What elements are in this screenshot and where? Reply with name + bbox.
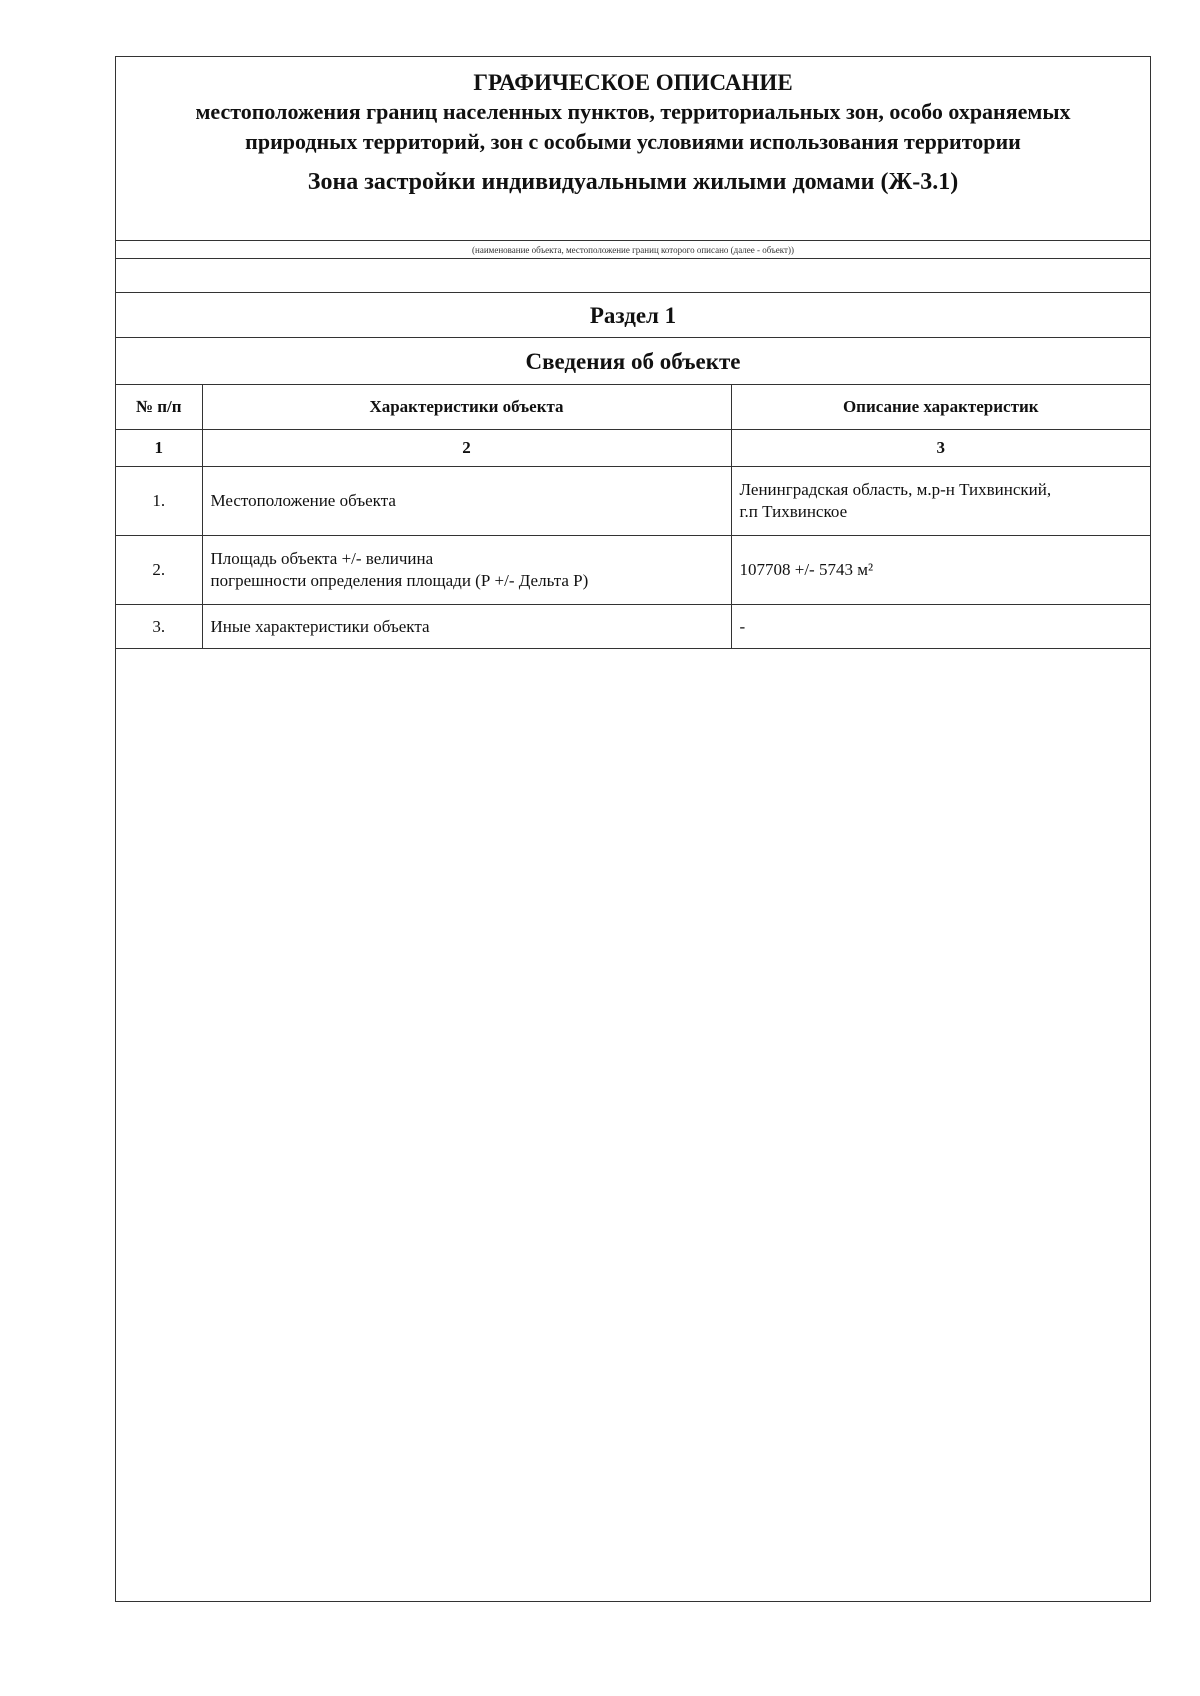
table-row bbox=[116, 605, 1150, 649]
section-title: Раздел 1 bbox=[116, 293, 1150, 338]
row-description: - bbox=[731, 605, 1150, 649]
column-number: 2 bbox=[202, 430, 731, 467]
row-number: 3. bbox=[116, 605, 202, 649]
row-description: 107708 +/- 5743 м² bbox=[731, 536, 1150, 605]
column-header-description: Описание характеристик bbox=[731, 385, 1150, 430]
row-number: 2. bbox=[116, 536, 202, 605]
column-numbers-row bbox=[116, 430, 1150, 467]
section-subtitle: Сведения об объекте bbox=[116, 338, 1150, 385]
row-characteristic: Иные характеристики объекта bbox=[202, 605, 731, 649]
table-row bbox=[116, 467, 1150, 536]
column-header-number: № п/п bbox=[116, 385, 202, 430]
document-subtitle: местоположения границ населенных пунктов, территориальных зон, особо охраняемых природных территорий, зон с особыми условиями использования территории bbox=[195, 99, 1071, 154]
object-name-caption: (наименование объекта, местоположение границ которого описано (далее - объект)) bbox=[116, 241, 1150, 259]
blank-row bbox=[116, 259, 1150, 293]
object-name: Зона застройки индивидуальными жилыми домами (Ж-3.1) bbox=[307, 169, 959, 195]
document-frame bbox=[115, 56, 1151, 1602]
table-header-row bbox=[116, 385, 1150, 430]
column-header-characteristic: Характеристики объекта bbox=[202, 385, 731, 430]
column-number: 1 bbox=[116, 430, 202, 467]
table-row bbox=[116, 536, 1150, 605]
row-characteristic: Площадь объекта +/- величина погрешности определения площади (Р +/- Дельта Р) bbox=[202, 536, 731, 605]
row-description: Ленинградская область, м.р-н Тихвинский, г.п Тихвинское bbox=[731, 467, 1150, 536]
object-info-table bbox=[116, 385, 1150, 649]
document-header bbox=[116, 57, 1150, 241]
document-title: ГРАФИЧЕСКОЕ ОПИСАНИЕ bbox=[473, 70, 793, 95]
row-number: 1. bbox=[116, 467, 202, 536]
row-characteristic: Местоположение объекта bbox=[202, 467, 731, 536]
column-number: 3 bbox=[731, 430, 1150, 467]
